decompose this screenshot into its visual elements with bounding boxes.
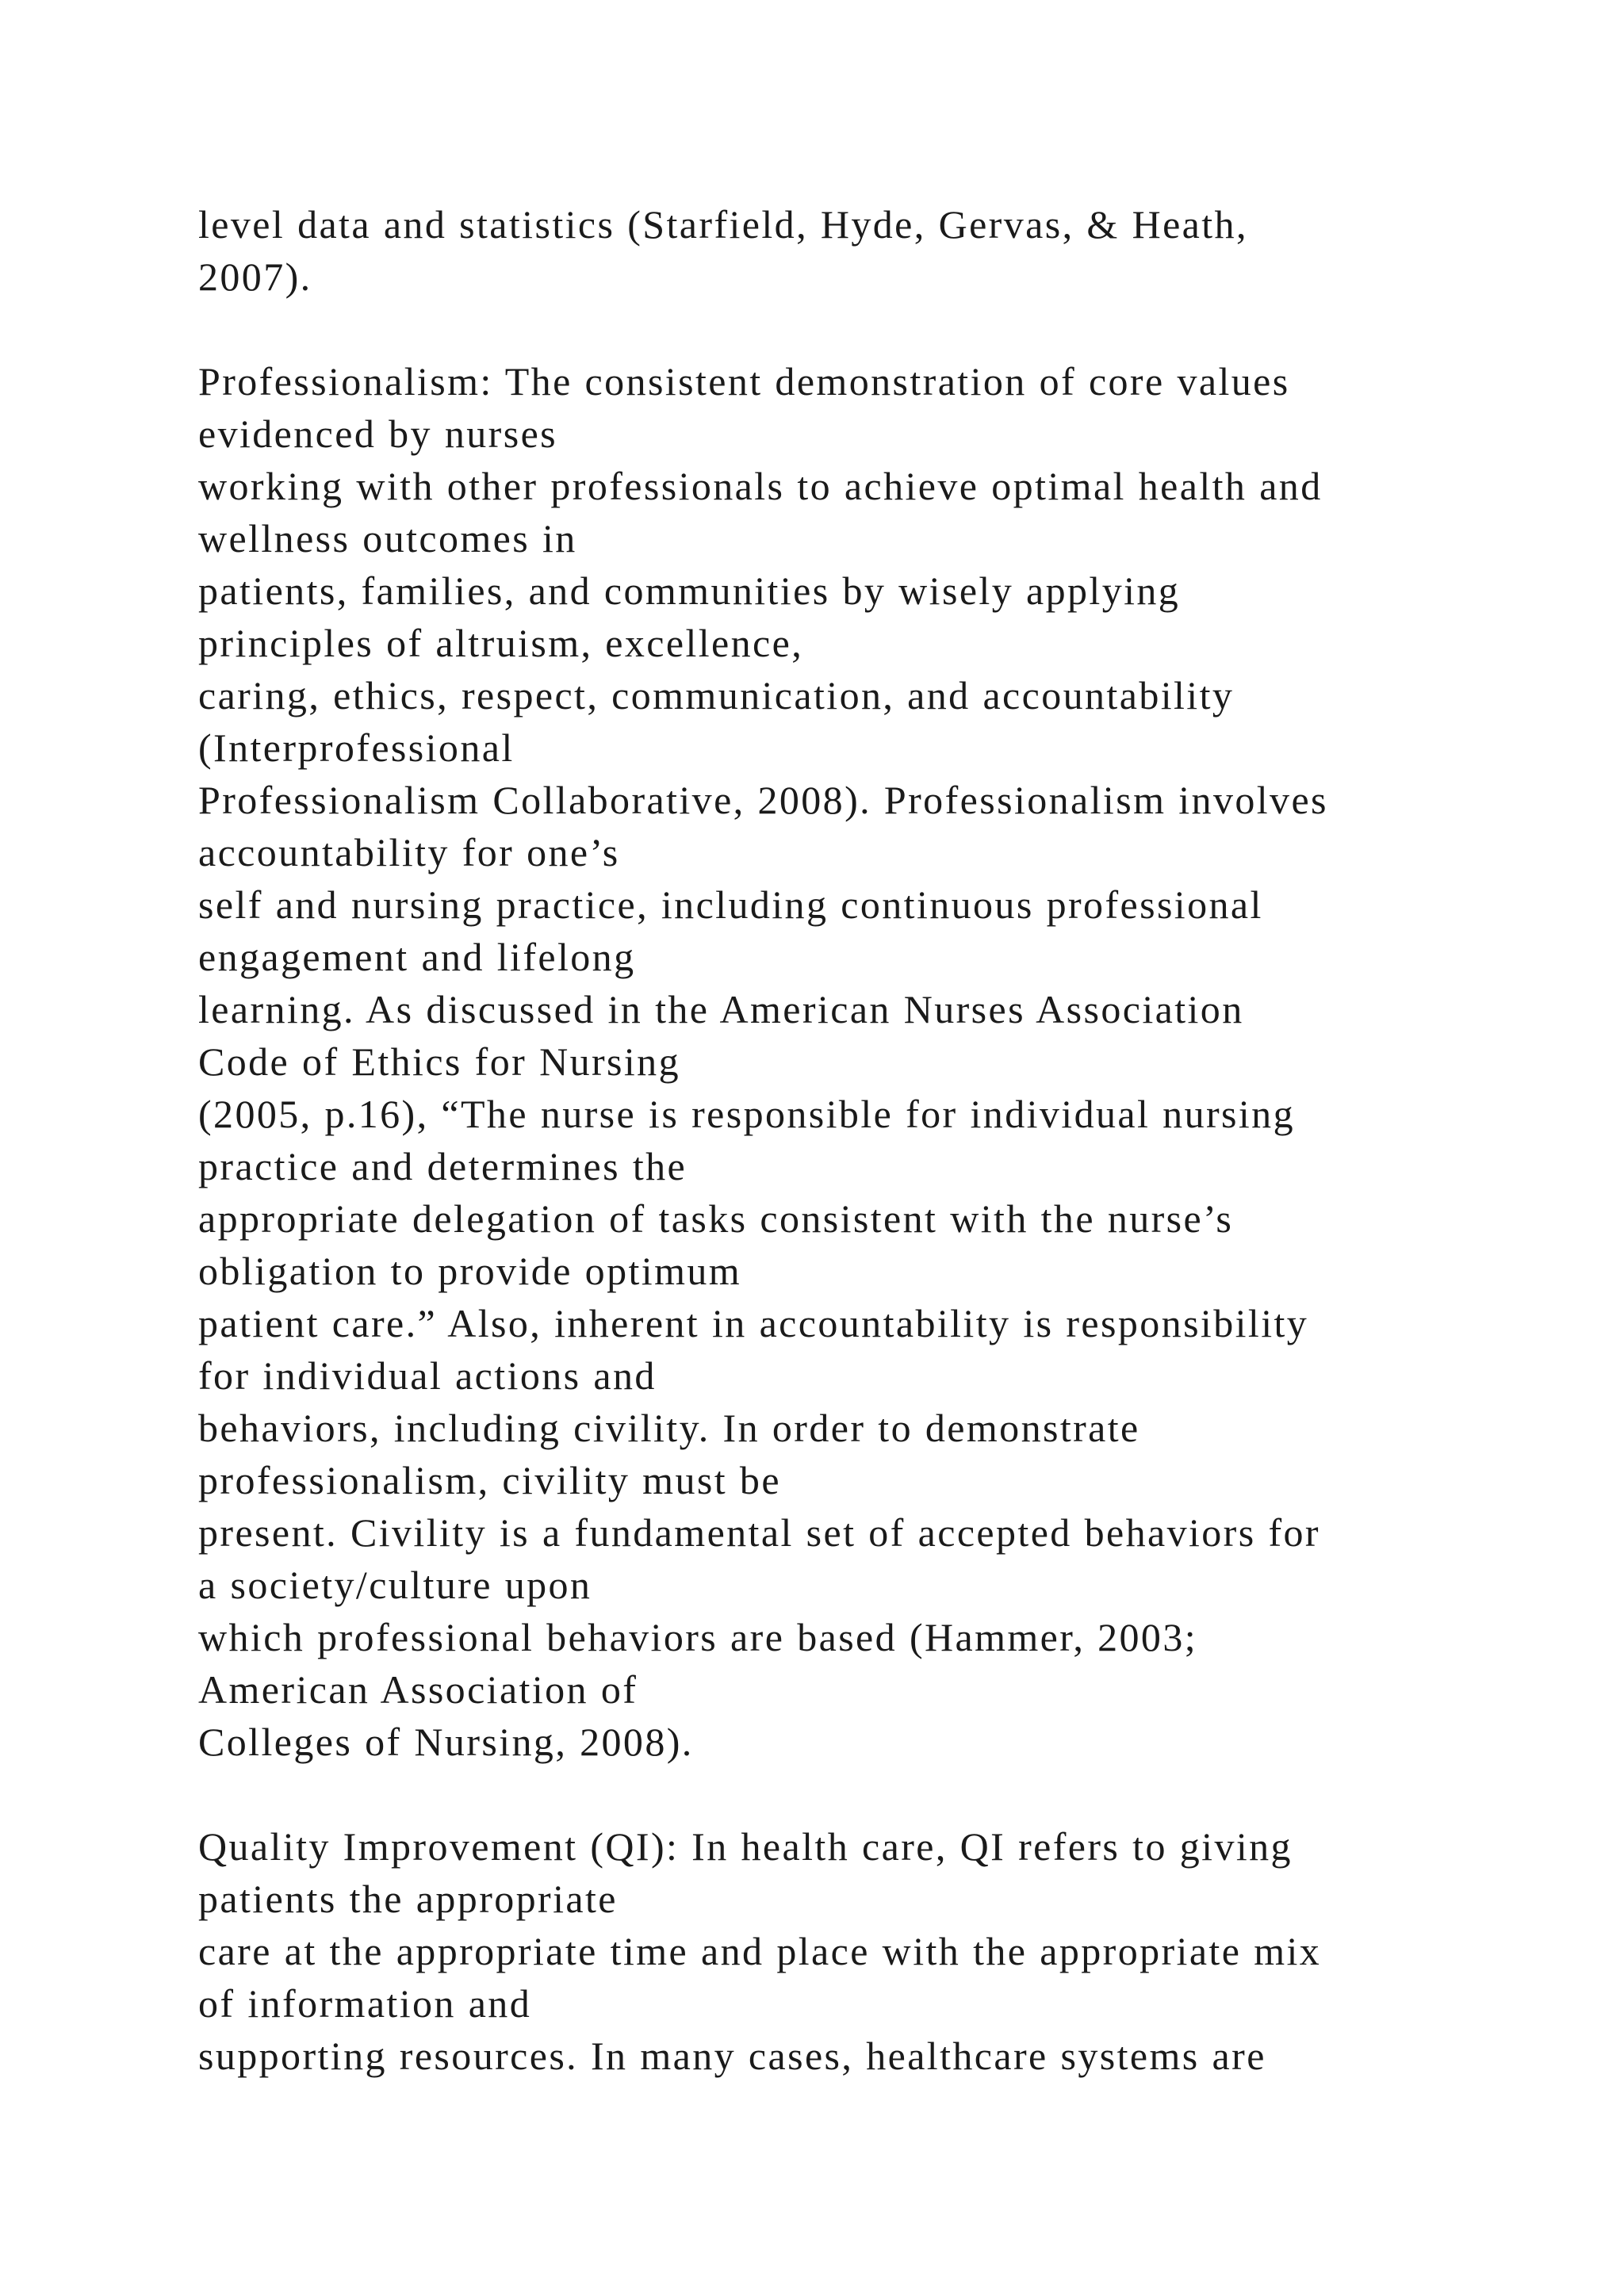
text-line: Professionalism: The consistent demonstration of core values	[198, 359, 1290, 404]
text-line: 2007).	[198, 254, 312, 299]
text-line: professionalism, civility must be	[198, 1458, 781, 1502]
text-line: which professional behaviors are based (Hammer, 2003;	[198, 1615, 1198, 1659]
document-body	[198, 198, 1546, 2082]
text-line: for individual actions and	[198, 1353, 657, 1398]
text-line: Code of Ethics for Nursing	[198, 1039, 680, 1084]
paragraph-gap	[198, 303, 1546, 355]
text-line: (Interprofessional	[198, 725, 515, 770]
text-line: Colleges of Nursing, 2008).	[198, 1720, 694, 1764]
text-line: working with other professionals to achieve optimal health and	[198, 464, 1323, 508]
text-line: care at the appropriate time and place with the appropriate mix	[198, 1929, 1322, 1973]
text-line: learning. As discussed in the American Nurses Association	[198, 987, 1244, 1031]
text-line: principles of altruism, excellence,	[198, 621, 804, 665]
text-line: level data and statistics (Starfield, Hyde, Gervas, & Heath,	[198, 202, 1248, 247]
text-line: Professionalism Collaborative, 2008). Professionalism involves	[198, 778, 1328, 822]
text-line: wellness outcomes in	[198, 516, 577, 561]
paragraph-gap	[198, 1768, 1546, 1820]
paragraph-statistics-citation	[198, 198, 1546, 303]
text-line: patients, families, and communities by wisely applying	[198, 568, 1181, 613]
paragraph-quality-improvement	[198, 1820, 1546, 2082]
text-line: caring, ethics, respect, communication, and accountability	[198, 673, 1235, 718]
text-line: patients the appropriate	[198, 1877, 618, 1921]
text-line: a society/culture upon	[198, 1563, 592, 1607]
text-line: obligation to provide optimum	[198, 1249, 742, 1293]
text-line: evidenced by nurses	[198, 411, 558, 456]
text-line: of information and	[198, 1981, 532, 2026]
text-line: supporting resources. In many cases, healthcare systems are	[198, 2034, 1266, 2078]
text-line: accountability for one’s	[198, 830, 620, 874]
text-line: (2005, p.16), “The nurse is responsible for individual nursing	[198, 1092, 1295, 1136]
paragraph-professionalism	[198, 355, 1546, 1768]
text-line: present. Civility is a fundamental set of accepted behaviors for	[198, 1510, 1320, 1555]
text-line: patient care.” Also, inherent in accountability is responsibility	[198, 1301, 1309, 1345]
text-line: practice and determines the	[198, 1144, 688, 1188]
text-line: behaviors, including civility. In order to demonstrate	[198, 1406, 1140, 1450]
text-line: American Association of	[198, 1667, 638, 1712]
text-line: Quality Improvement (QI): In health care, QI refers to giving	[198, 1824, 1293, 1869]
text-line: appropriate delegation of tasks consistent with the nurse’s	[198, 1196, 1234, 1241]
text-line: engagement and lifelong	[198, 935, 636, 979]
text-line: self and nursing practice, including continuous professional	[198, 882, 1263, 927]
